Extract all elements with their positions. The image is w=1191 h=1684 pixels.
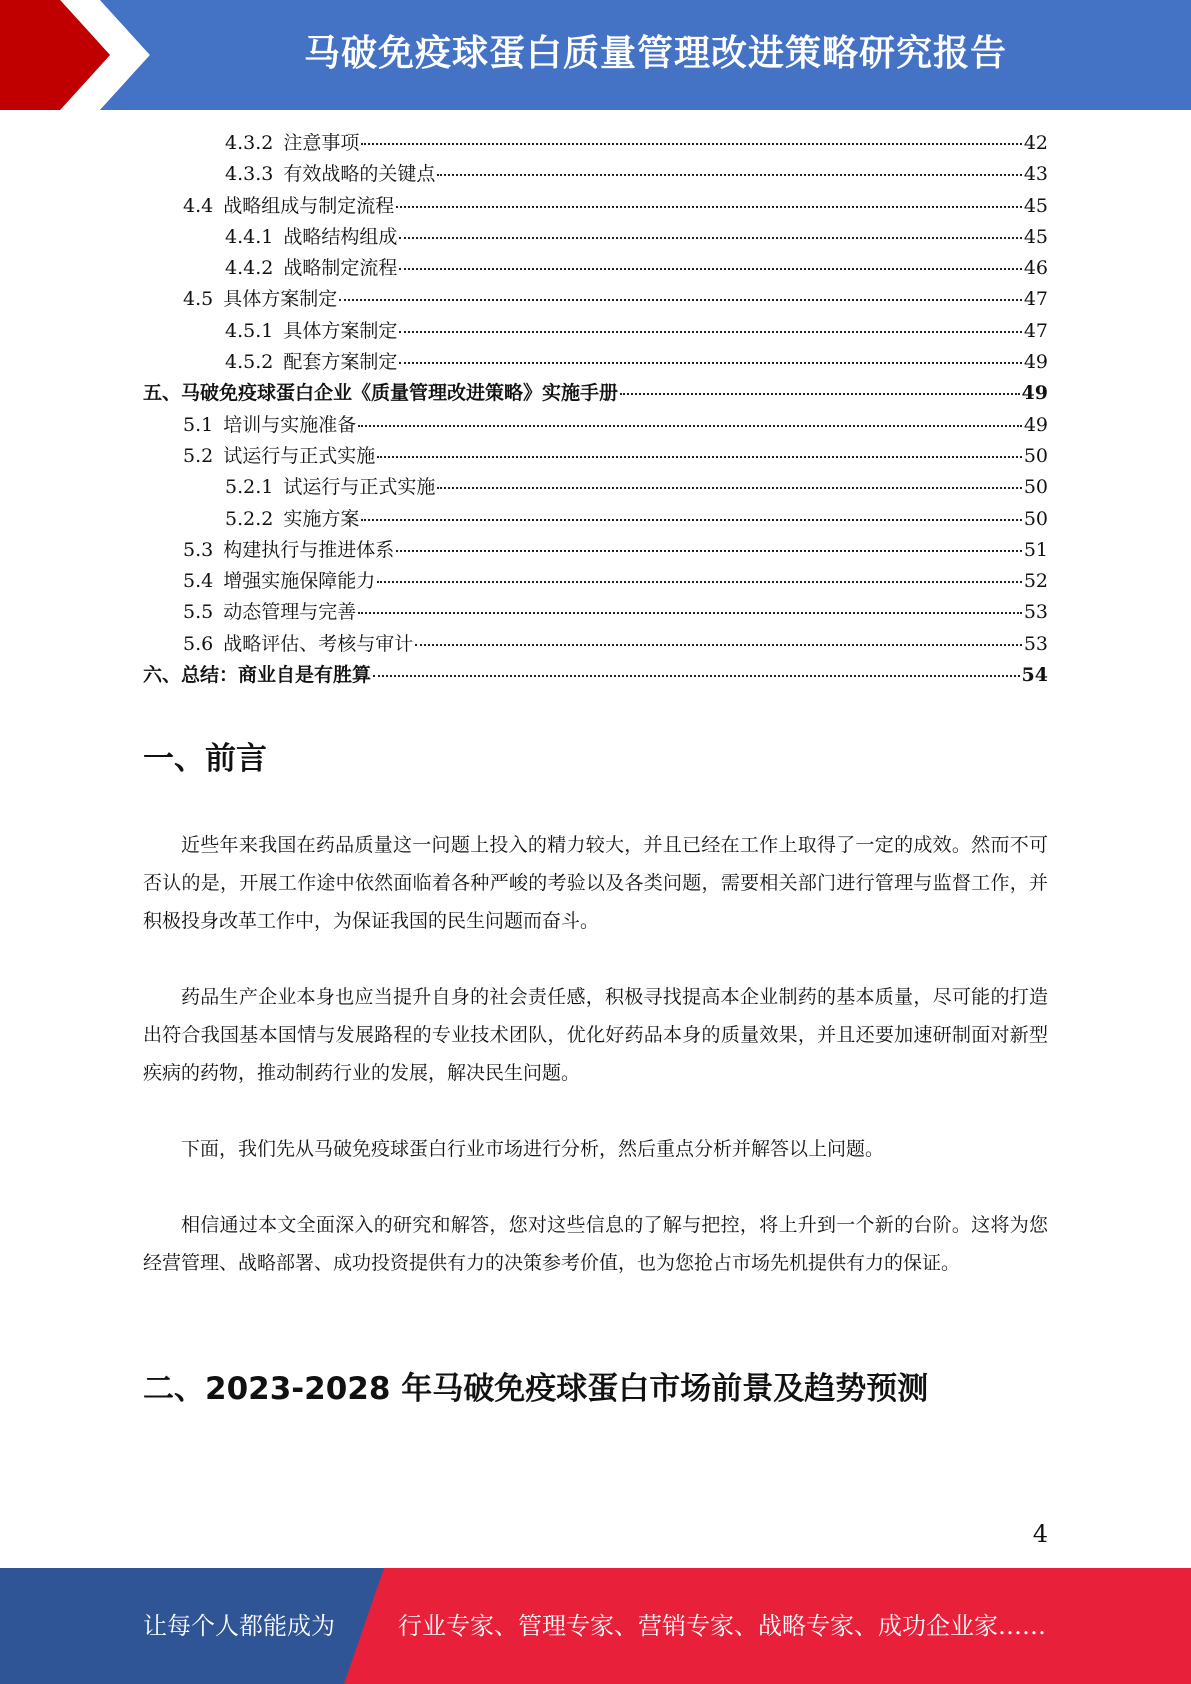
toc-entry-title: 战略结构组成 <box>283 225 398 248</box>
toc-entry-page: 50 <box>1023 476 1048 499</box>
toc-entry[interactable] <box>143 629 1048 660</box>
toc-entry-number: 4.5.2 <box>225 351 274 374</box>
toc-entry[interactable] <box>143 128 1048 159</box>
toc-entry[interactable] <box>143 284 1048 315</box>
toc-entry-page: 45 <box>1023 194 1048 217</box>
toc-entry[interactable] <box>143 504 1048 535</box>
toc-leader-dots <box>377 581 1022 583</box>
toc-leader-dots <box>620 393 1020 395</box>
toc-entry-number: 5.5 <box>183 601 214 624</box>
toc-entry-title: 试运行与正式实施 <box>223 444 376 467</box>
toc-leader-dots <box>358 425 1022 427</box>
toc-leader-dots <box>396 550 1022 552</box>
toc-leader-dots <box>437 174 1021 176</box>
toc-entry-number: 4.4.1 <box>225 225 274 248</box>
toc-entry-title: 试运行与正式实施 <box>283 476 436 499</box>
toc-entry-page: 49 <box>1023 351 1048 374</box>
toc-entry-page: 53 <box>1023 632 1048 655</box>
toc-entry[interactable] <box>143 316 1048 347</box>
toc-entry[interactable] <box>143 222 1048 253</box>
toc-leader-dots <box>377 456 1022 458</box>
toc-entry-number: 5.2.1 <box>225 476 274 499</box>
toc-entry-page: 54 <box>1021 664 1048 687</box>
toc-entry-title: 构建执行与推进体系 <box>223 538 395 561</box>
toc-entry-number: 4.4.2 <box>225 257 274 280</box>
toc-entry[interactable] <box>143 410 1048 441</box>
toc-leader-dots <box>415 644 1022 646</box>
toc-entry-title: 增强实施保障能力 <box>223 570 376 593</box>
toc-entry-title: 战略评估、考核与审计 <box>223 632 414 655</box>
toc-entry-title: 具体方案制定 <box>283 319 398 342</box>
toc-leader-dots <box>361 519 1021 521</box>
toc-entry-title: 注意事项 <box>283 132 360 154</box>
toc-entry[interactable] <box>143 566 1048 597</box>
toc-entry[interactable] <box>143 535 1048 566</box>
toc-leader-dots <box>361 143 1021 145</box>
toc-entry-title: 五、马破免疫球蛋白企业《质量管理改进策略》实施手册 <box>143 382 619 405</box>
toc-entry-title: 有效战略的关键点 <box>283 163 436 186</box>
toc-entry-title: 动态管理与完善 <box>223 601 357 624</box>
toc-entry[interactable] <box>143 347 1048 378</box>
toc-entry[interactable] <box>143 441 1048 472</box>
toc-leader-dots <box>373 675 1020 677</box>
toc-entry-page: 53 <box>1023 601 1048 624</box>
toc-entry[interactable] <box>143 472 1048 503</box>
footer-slogan-right: 行业专家、管理专家、营销专家、战略专家、成功企业家…… <box>398 1612 1046 1640</box>
toc-entry-page: 50 <box>1023 444 1048 467</box>
toc-entry-page: 42 <box>1023 132 1048 154</box>
toc-entry-page: 46 <box>1023 257 1048 280</box>
toc-leader-dots <box>339 299 1022 301</box>
toc-entry[interactable] <box>143 597 1048 628</box>
toc-entry-number: 4.3.2 <box>225 132 274 154</box>
section-title-forecast: 二、2023-2028 年马破免疫球蛋白市场前景及趋势预测 <box>143 1371 929 1407</box>
toc-entry-number: 5.2 <box>183 444 214 467</box>
section-title-preface: 一、前言 <box>143 741 267 777</box>
toc-leader-dots <box>437 487 1021 489</box>
toc-entry-page: 47 <box>1023 319 1048 342</box>
paragraph: 下面，我们先从马破免疫球蛋白行业市场进行分析，然后重点分析并解答以上问题。 <box>181 1138 885 1160</box>
toc-entry[interactable] <box>143 191 1048 222</box>
toc-leader-dots <box>399 268 1021 270</box>
toc-leader-dots <box>396 206 1022 208</box>
toc-entry-page: 50 <box>1023 507 1048 530</box>
toc-leader-dots <box>399 331 1021 333</box>
paragraph: 相信通过本文全面深入的研究和解答，您对这些信息的了解与把控，将上升到一个新的台阶。这将为您经营管理、战略部署、成功投资提供有力的决策参考价值，也为您抢占市场先机提供有力的保证。 <box>143 1214 1048 1274</box>
toc-entry-number: 5.1 <box>183 413 214 436</box>
toc-entry-title: 培训与实施准备 <box>223 413 357 436</box>
toc-leader-dots <box>358 612 1022 614</box>
table-of-contents <box>143 128 1048 691</box>
toc-entry-number: 5.6 <box>183 632 214 655</box>
toc-entry-number: 4.4 <box>183 194 214 217</box>
page-number: 4 <box>1032 1520 1048 1548</box>
toc-entry-number: 5.3 <box>183 538 214 561</box>
toc-entry-page: 51 <box>1023 538 1048 561</box>
page-header <box>0 0 1191 110</box>
toc-entry-number: 5.2.2 <box>225 507 274 530</box>
footer-slogan-left: 让每个人都能成为 <box>143 1612 335 1640</box>
header-arrow-icon <box>0 0 160 110</box>
paragraph: 药品生产企业本身也应当提升自身的社会责任感，积极寻找提高本企业制药的基本质量，尽可能的打造出符合我国基本国情与发展路程的专业技术团队，优化好药品本身的质量效果，并且还要加速研制面对新型疾病的药物，推动制药行业的发展，解决民生问题。 <box>143 986 1048 1084</box>
toc-entry[interactable] <box>143 253 1048 284</box>
toc-entry-page: 49 <box>1023 413 1048 436</box>
toc-entry[interactable] <box>143 660 1048 691</box>
toc-entry-title: 战略制定流程 <box>283 257 398 280</box>
toc-entry-page: 45 <box>1023 225 1048 248</box>
toc-entry-title: 具体方案制定 <box>223 288 338 311</box>
toc-entry-page: 47 <box>1023 288 1048 311</box>
toc-entry-page: 43 <box>1023 163 1048 186</box>
toc-entry-page: 49 <box>1021 382 1048 405</box>
report-title: 马破免疫球蛋白质量管理改进策略研究报告 <box>303 33 1007 74</box>
toc-entry-number: 5.4 <box>183 570 214 593</box>
page-footer <box>0 1568 1191 1684</box>
toc-entry-title: 六、总结：商业自是有胜算 <box>143 664 372 687</box>
toc-entry-title: 战略组成与制定流程 <box>223 194 395 217</box>
paragraph: 近些年来我国在药品质量这一问题上投入的精力较大，并且已经在工作上取得了一定的成效。然而不可否认的是，开展工作途中依然面临着各种严峻的考验以及各类问题，需要相关部门进行管理与监督工作，并积极投身改革工作中，为保证我国的民生问题而奋斗。 <box>143 834 1048 932</box>
toc-entry-title: 配套方案制定 <box>283 351 398 374</box>
toc-entry[interactable] <box>143 159 1048 190</box>
toc-entry-number: 4.5 <box>183 288 214 311</box>
toc-entry-title: 实施方案 <box>283 507 360 530</box>
toc-leader-dots <box>399 237 1021 239</box>
toc-entry-number: 4.5.1 <box>225 319 274 342</box>
toc-entry[interactable] <box>143 378 1048 409</box>
toc-leader-dots <box>399 362 1021 364</box>
toc-entry-page: 52 <box>1023 570 1048 593</box>
toc-entry-number: 4.3.3 <box>225 163 274 186</box>
